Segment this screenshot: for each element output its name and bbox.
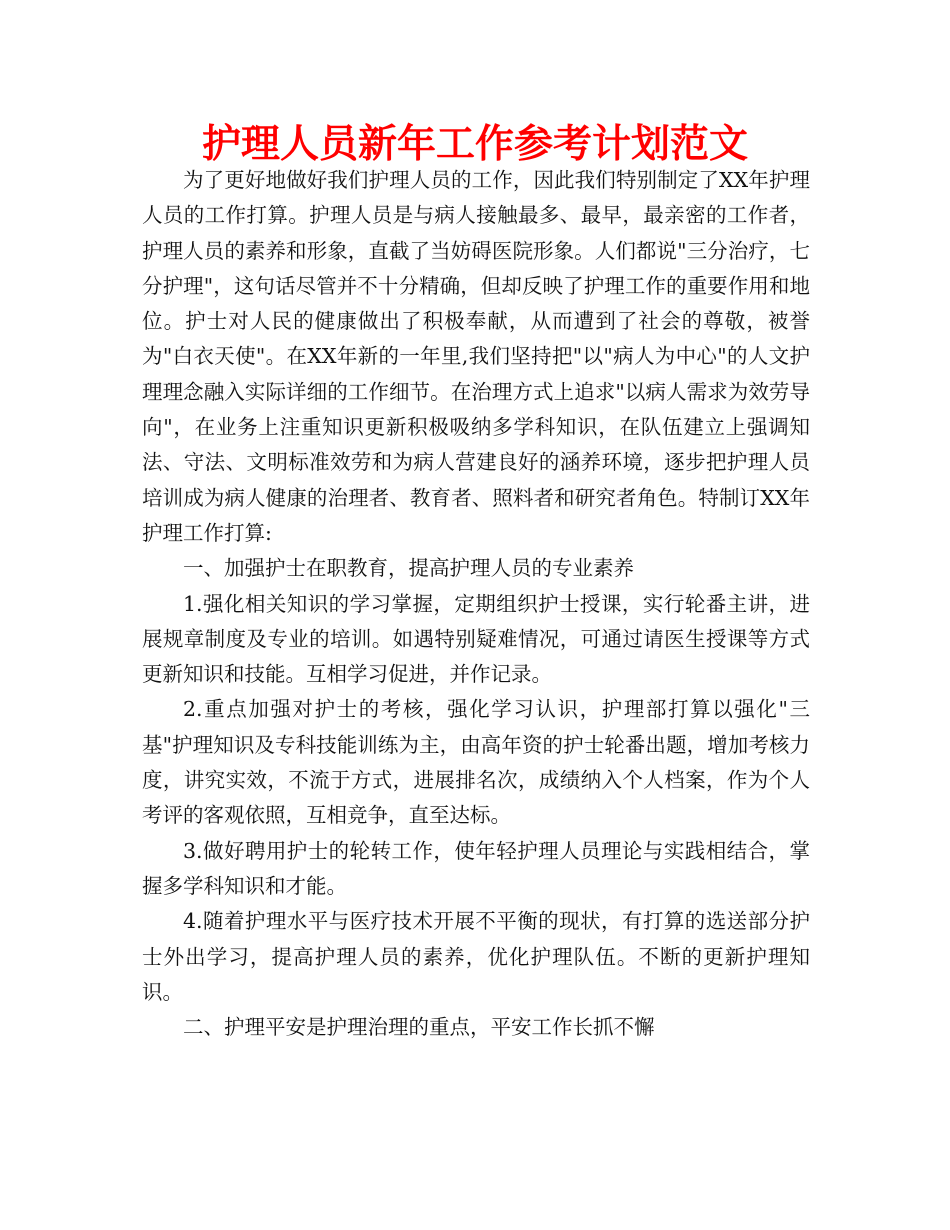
paragraph-item-4: 4.随着护理水平与医疗技术开展不平衡的现状，有打算的选送部分护士外出学习，提高护理人员的素养，优化护理队伍。不断的更新护理知识。 <box>142 909 810 1004</box>
paragraph-item-1: 1.强化相关知识的学习掌握，定期组织护士授课，实行轮番主讲，进展规章制度及专业的培训。如遇特别疑难情况，可通过请医生授课等方式更新知识和技能。互相学习促进，并作记录。 <box>142 591 810 687</box>
paragraph-item-3: 3.做好聘用护士的轮转工作，使年轻护理人员理论与实践相结合，掌握多学科知识和才能。 <box>142 838 810 898</box>
document-title: 护理人员新年工作参考计划范文 <box>201 122 748 167</box>
paragraph-item-2: 2.重点加强对护士的考核，强化学习认识，护理部打算以强化"三基"护理知识及专科技能训练为主，由高年资的护士轮番出题，增加考核力度，讲究实效，不流于方式，进展排名次，成绩纳入个人档案，作为个人考评的客观依照，互相竞争，直至达标。 <box>142 697 810 828</box>
heading-section-2: 二、护理平安是护理治理的重点，平安工作长抓不懈 <box>183 1015 655 1040</box>
paragraph-intro: 为了更好地做好我们护理人员的工作，因此我们特别制定了XX年护理人员的工作打算。护理人员是与病人接触最多、最早，最亲密的工作者，护理人员的素养和形象，直截了当妨碍医院形象。人们都说"三分治疗，七分护理"，这句话尽管并不十分精确，但却反映了护理工作的重要作用和地位。护士对人民的健康做出了积极奉献，从而遭到了社会的尊敬，被誉为"白衣天使"。在XX年新的一年里,我们坚持把"以"病人为中心"的人文护理理念融入实际详细的工作细节。在治理方式上追求"以病人需求为效劳导向"，在业务上注重知识更新积极吸纳多学科知识，在队伍建立上强调知法、守法、文明标准效劳和为病人营建良好的涵养环境，逐步把护理人员培训成为病人健康的治理者、教育者、照料者和研究者角色。特制订XX年护理工作打算: <box>142 168 810 545</box>
document-body <box>142 163 810 1045</box>
heading-section-1: 一、加强护士在职教育，提高护理人员的专业素养 <box>183 556 634 581</box>
